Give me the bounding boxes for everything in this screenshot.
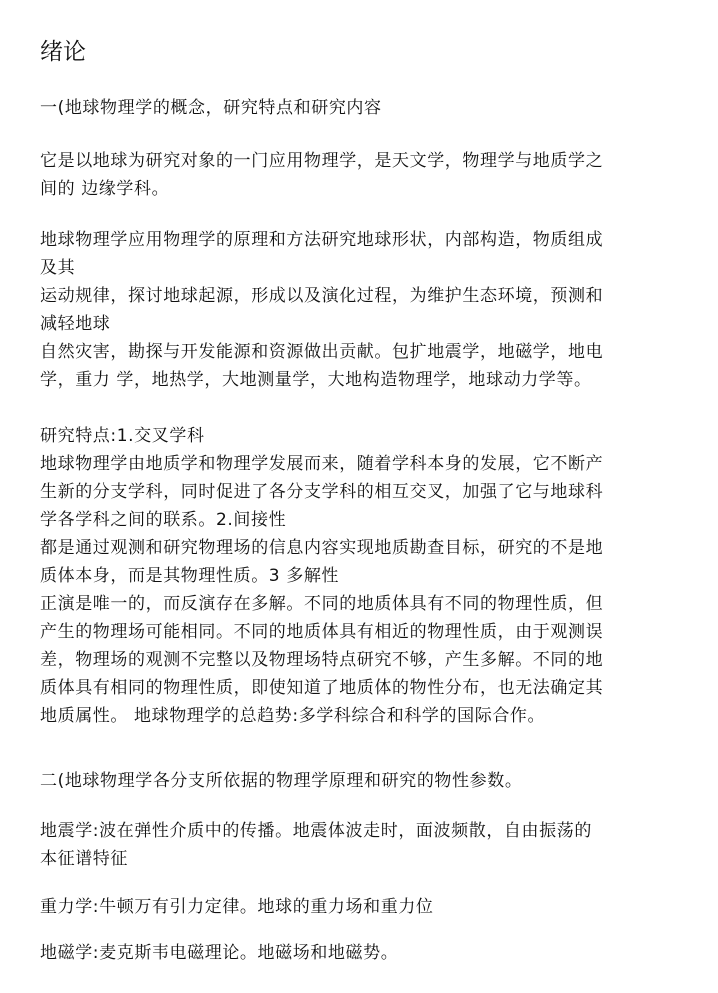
text-line: 重力学:牛顿万有引力定律。地球的重力场和重力位 [40,897,434,917]
paragraph-gravity [40,893,680,921]
text-line: 质体具有相同的物理性质，即使知道了地质体的物性分布，也无法确定其 [40,678,604,698]
text-line: 减轻地球 [40,314,111,334]
section-heading-concept [40,94,680,122]
paragraph-research-features [40,422,680,730]
text-line: 产生的物理场可能相同。不同的地质体具有相近的物理性质，由于观测误 [40,622,604,642]
text-line: 差，物理场的观测不完整以及物理场特点研究不够，产生多解。不同的地 [40,650,604,670]
text-line: 地震学:波在弹性介质中的传播。地震体波走时，面波频散，自由振荡的 [40,821,592,841]
text-line: 地球物理学应用物理学的原理和方法研究地球形状，内部构造，物质组成 [40,230,604,250]
text-line: 运动规律，探讨地球起源，形成以及演化过程，为维护生态环境，预测和 [40,286,604,306]
heading-text: 二(地球物理学各分支所依据的物理学原理和研究的物性参数。 [40,771,523,791]
text-line: 地磁学:麦克斯韦电磁理论。地磁场和地磁势。 [40,943,399,963]
text-line: 它是以地球为研究对象的一门应用物理学，是天文学，物理学与地质学之 [40,151,604,171]
text-line: 正演是唯一的，而反演存在多解。不同的地质体具有不同的物理性质，但 [40,594,604,614]
text-line: 地质属性。 地球物理学的总趋势:多学科综合和科学的国际合作。 [40,706,546,726]
paragraph-seismology [40,817,680,873]
paragraph-geomagnetism [40,939,680,967]
section-heading-branches [40,767,680,795]
page-title: 绪论 [40,39,86,65]
text-line: 自然灾害，勘探与开发能源和资源做出贡献。包扩地震学，地磁学，地电 [40,342,604,362]
paragraph-research-content [40,226,680,394]
text-line: 本征谱特征 [40,849,128,869]
heading-text: 一(地球物理学的概念，研究特点和研究内容 [40,98,382,118]
text-line: 都是通过观测和研究物理场的信息内容实现地质勘查目标，研究的不是地 [40,538,604,558]
text-line: 及其 [40,258,76,278]
paragraph-definition [40,147,680,203]
text-line: 学各学科之间的联系。2.间接性 [40,510,287,530]
text-line: 生新的分支学科，同时促进了各分支学科的相互交叉，加强了它与地球科 [40,482,604,502]
text-line: 地球物理学由地质学和物理学发展而来，随着学科本身的发展，它不断产 [40,454,604,474]
text-line: 研究特点:1.交叉学科 [40,426,205,446]
text-line: 间的 边缘学科。 [40,179,170,199]
text-line: 学，重力 学，地热学，大地测量学，大地构造物理学，地球动力学等。 [40,370,592,390]
text-line: 质体本身，而是其物理性质。3 多解性 [40,566,340,586]
